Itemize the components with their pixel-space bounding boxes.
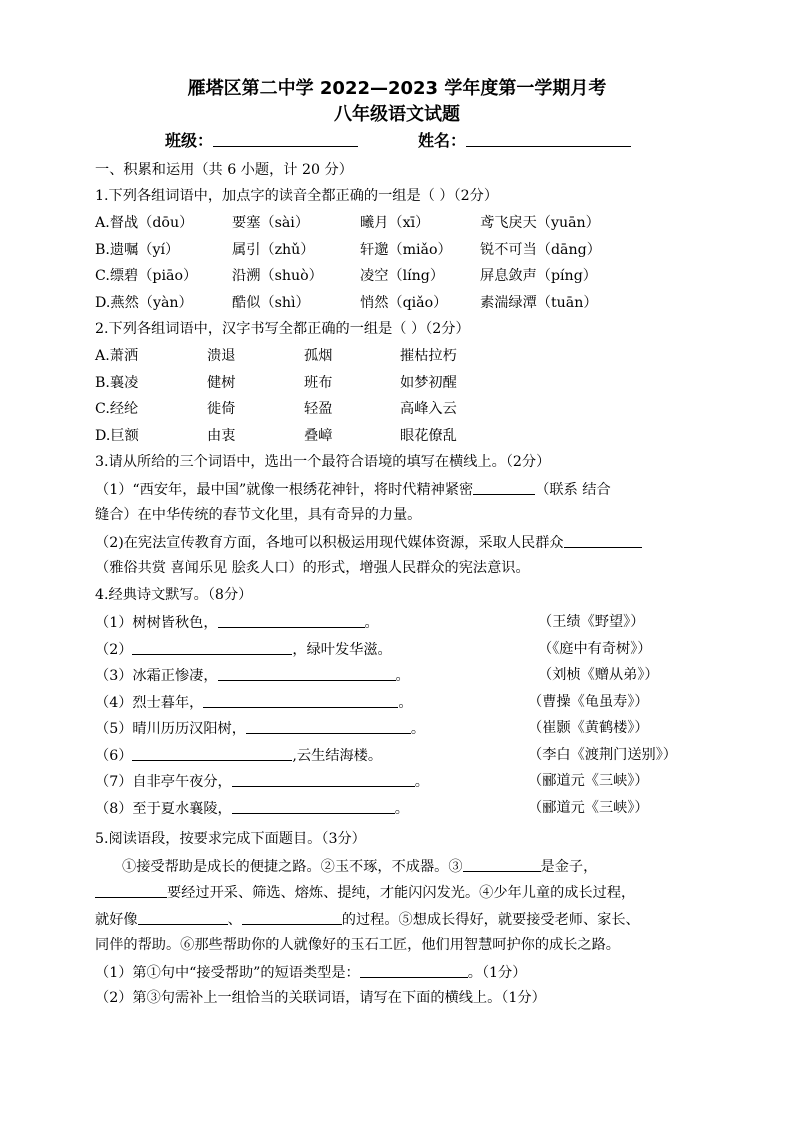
- option-word: 屏息敛声（píng）: [480, 268, 597, 284]
- poem-prompt: （7）自非亭午夜分，: [95, 774, 232, 790]
- option-label: A.萧洒: [95, 348, 139, 364]
- q5-para-line1: [122, 856, 597, 877]
- option-label: D.巨额: [95, 427, 139, 444]
- poem-prompt: （2）: [95, 641, 133, 658]
- poem-source: （王绩《野望》）: [538, 614, 645, 630]
- option-word: 如梦初醒: [400, 374, 457, 391]
- q5-sub1-blank[interactable]: [360, 963, 468, 978]
- option-label: A.督战（dōu）: [95, 215, 194, 231]
- option-word: 酷似（shì）: [232, 294, 310, 311]
- class-field[interactable]: [165, 131, 358, 151]
- exam-title: 雁塔区第二中学 2022—2023 学年度第一学期月考: [187, 78, 607, 99]
- poem-line: [95, 745, 382, 766]
- poem-line: [95, 665, 410, 686]
- poem-line: [95, 798, 409, 819]
- poem-blank[interactable]: [132, 640, 292, 655]
- q4-stem: 4.经典诗文默写。（8分）: [95, 587, 253, 603]
- q1-stem: 1.下列各组词语中，加点字的读音全都正确的一组是（ ）（2分）: [95, 188, 499, 204]
- q5-para-line2: [95, 882, 635, 903]
- q5-sub1-tail: 。（1分）: [467, 965, 527, 981]
- name-label: 姓名：: [418, 131, 467, 150]
- option-label: D.燕然（yàn）: [95, 294, 193, 311]
- poem-prompt: （6）: [95, 747, 133, 764]
- option-word: 健树: [207, 374, 236, 391]
- q5-para-line3: [95, 909, 640, 930]
- poem-prompt: （3）冰霜正惨凄，: [95, 668, 218, 684]
- q5-para-line4: 同伴的帮助。⑥那些帮助你的人就像好的玉石工匠，他们用智慧呵护你的成长之路。: [95, 937, 620, 953]
- q5-blank-2[interactable]: [95, 883, 167, 898]
- q5-blank-1[interactable]: [463, 857, 541, 872]
- q3-stem: 3.请从所给的三个词语中，选出一个最符合语境的填写在横线上。（2分）: [95, 454, 551, 470]
- option-word: 鸢飞戾天（yuān）: [480, 215, 600, 231]
- poem-source: （崔颢《黄鹤楼》）: [528, 720, 649, 736]
- q3-p1-line2: 缝合）在中华传统的春节文化里，具有奇异的力量。: [95, 507, 422, 523]
- option-word: 锐不可当（dāng）: [480, 241, 601, 258]
- option-word: 悄然（qiǎo）: [360, 294, 448, 311]
- poem-prompt: （4）烈士暮年，: [95, 694, 204, 711]
- poem-line: [95, 771, 429, 792]
- poem-source: （曹操《龟虽寿》）: [528, 693, 649, 710]
- poem-tail: 。: [398, 694, 413, 711]
- q5-l1a: ①接受帮助是成长的便捷之路。②玉不琢，不成器。③: [122, 859, 463, 875]
- option-label: C.经纶: [95, 401, 139, 417]
- poem-blank[interactable]: [218, 613, 365, 628]
- poem-line: [95, 718, 425, 739]
- poem-tail: 。: [394, 800, 409, 817]
- q2-stem: 2.下列各组词语中，汉字书写全都正确的一组是（ ）（2分）: [95, 321, 470, 337]
- poem-prompt: （5）晴川历历汉阳树，: [95, 721, 246, 737]
- poem-blank[interactable]: [246, 719, 411, 734]
- name-blank[interactable]: [466, 132, 631, 147]
- option-label: B.遗嘱（yí）: [95, 241, 180, 258]
- q5-l1b: 是金子，: [540, 859, 598, 875]
- poem-tail: 。: [364, 615, 379, 631]
- option-word: 徙倚: [207, 401, 236, 417]
- section-heading: 一、积累和运用（共 6 小题，计 20 分）: [95, 162, 353, 178]
- poem-prompt: （1）树树皆秋色，: [95, 615, 218, 631]
- poem-blank[interactable]: [218, 666, 396, 681]
- poem-line: [95, 639, 392, 660]
- option-word: 溃退: [207, 348, 236, 364]
- poem-blank[interactable]: [232, 799, 395, 814]
- q3-p1-blank[interactable]: [473, 480, 535, 495]
- option-word: 眼花僚乱: [400, 427, 457, 444]
- poem-blank[interactable]: [232, 772, 415, 787]
- q5-l3b: 、: [227, 912, 242, 928]
- poem-line: [95, 612, 379, 633]
- option-word: 曦月（xī）: [360, 215, 430, 231]
- poem-tail: 。: [395, 668, 410, 684]
- poem-blank[interactable]: [132, 746, 292, 761]
- poem-source: （李白《渡荆门送别》）: [528, 746, 677, 763]
- class-label: 班级：: [165, 131, 214, 150]
- q5-sub1-text: （1）第①句中“接受帮助”的短语类型是：: [95, 965, 360, 981]
- option-word: 摧枯拉朽: [400, 348, 457, 364]
- option-word: 属引（zhǔ）: [232, 241, 315, 258]
- q5-sub1: [95, 962, 526, 983]
- option-word: 班布: [304, 374, 333, 391]
- option-word: 轻盈: [304, 401, 333, 417]
- poem-prompt: （8）至于夏水襄陵，: [95, 800, 232, 817]
- poem-source: （刘桢《赠从弟》）: [538, 667, 659, 683]
- option-word: 叠嶂: [304, 427, 333, 444]
- option-word: 轩邈（miǎo）: [360, 241, 452, 258]
- poem-source: （郦道元《三峡》）: [528, 799, 649, 816]
- poem-source: （郦道元《三峡》）: [528, 773, 649, 789]
- poem-tail: 。: [414, 774, 429, 790]
- q5-l2: 要经过开采、筛选、熔炼、提纯，才能闪闪发光。④少年儿童的成长过程，: [167, 885, 636, 901]
- option-word: 高峰入云: [400, 401, 457, 417]
- q5-blank-3[interactable]: [138, 910, 228, 925]
- option-word: 由衷: [207, 427, 236, 444]
- poem-tail: 。: [410, 721, 426, 737]
- option-word: 沿溯（shuò）: [232, 268, 323, 284]
- q3-p1-tail: （联系 结合: [535, 482, 611, 498]
- poem-source: （《庭中有奇树》）: [538, 640, 652, 657]
- q3-p1-text: （1）“西安年，最中国”就像一根绣花神针，将时代精神紧密: [95, 482, 474, 498]
- poem-line: [95, 692, 413, 713]
- q3-p2-line2: （雅俗共赏 喜闻乐见 脍炙人口）的形式，增强人民群众的宪法意识。: [95, 560, 530, 576]
- option-label: C.缥碧（piāo）: [95, 268, 198, 284]
- q3-p1-line1: [95, 479, 611, 500]
- q5-l3c: 的过程。⑤想成长得好，就要接受老师、家长、: [341, 912, 640, 928]
- poem-tail: ,云生结海楼。: [292, 747, 383, 764]
- poem-tail: ，绿叶发华滋。: [292, 641, 392, 658]
- q5-stem: 5.阅读语段，按要求完成下面题目。（3分）: [95, 831, 366, 847]
- class-blank[interactable]: [213, 132, 358, 147]
- q3-p2-blank[interactable]: [564, 533, 642, 548]
- exam-subtitle: 八年级语文试题: [334, 104, 460, 125]
- q3-p2-line1: [95, 532, 642, 553]
- option-word: 要塞（sài）: [232, 215, 310, 231]
- q5-sub2: （2）第③句需补上一组恰当的关联词语，请写在下面的横线上。（1分）: [95, 990, 546, 1006]
- name-field[interactable]: [418, 131, 631, 151]
- q5-blank-4[interactable]: [242, 910, 342, 925]
- q5-l3a: 就好像: [95, 912, 138, 928]
- option-word: 素湍绿潭（tuān）: [480, 294, 598, 311]
- option-word: 凌空（líng）: [360, 268, 445, 284]
- q3-p2-text: （2)在宪法宣传教育方面，各地可以积极运用现代媒体资源，采取人民群众: [95, 535, 564, 551]
- option-label: B.襄凌: [95, 374, 139, 391]
- poem-blank[interactable]: [203, 693, 398, 708]
- option-word: 孤烟: [304, 348, 333, 364]
